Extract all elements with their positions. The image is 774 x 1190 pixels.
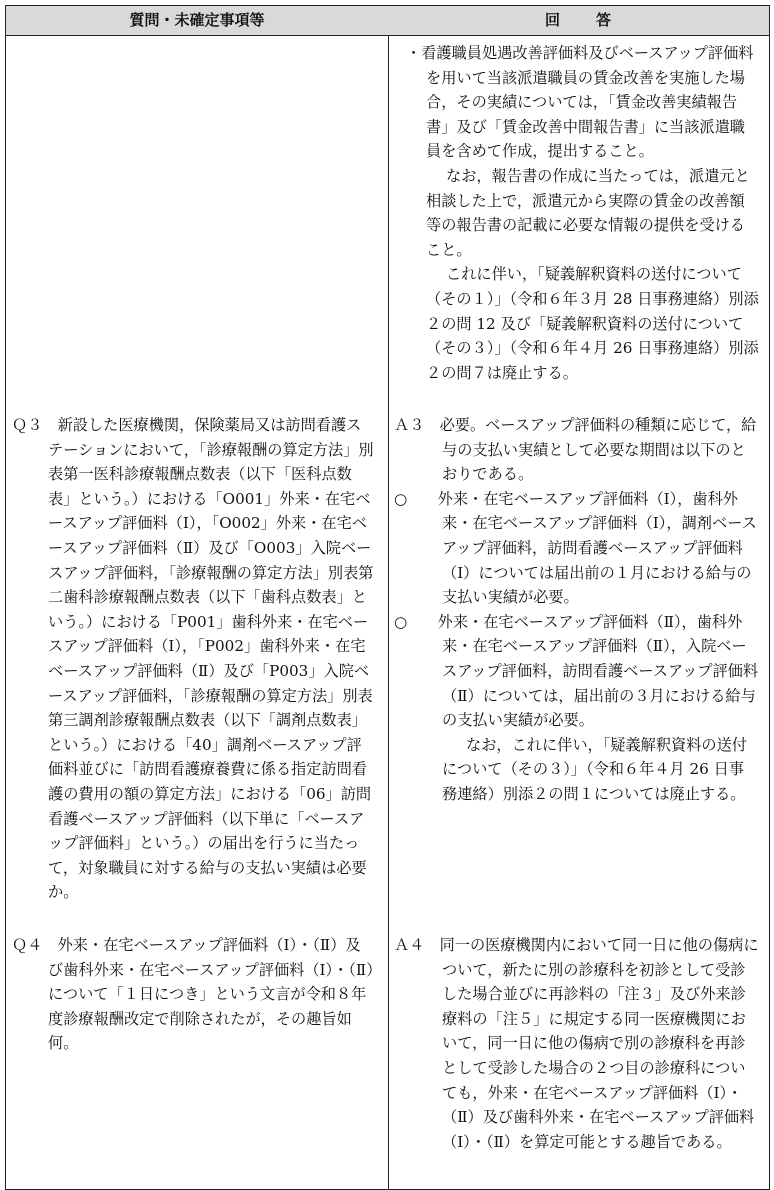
table-header <box>6 6 769 36</box>
question-text: 外来・在宅ベースアップ評価料（Ⅰ）・（Ⅱ）及び歯科外来・在宅ベースアップ評価料（Ⅰ）・（Ⅱ）について「１日につき」という文言が令和８年度診療報酬改定で削除されたが，その趣旨如何。 <box>48 936 374 1053</box>
answer-column-header: 回 答 <box>544 11 613 29</box>
question-text: 新設した医療機関，保険薬局又は訪問看護ステーションにおいて，「診療報酬の算定方法」別表第一医科診療報酬点数表（以下「医科点数表」という。）における「O001」外来・在宅ベースアップ評価料（Ⅰ），「O002」外来・在宅ベースアップ評価料（Ⅱ）及び「O003」入院ベースアップ評価料，「診療報酬の算定方法」別表第二歯科診療報酬点数表（以下「歯科点数表」という。）における「P001」歯科外来・在宅ベースアップ評価料（Ⅰ），「P002」歯科外来・在宅ベースアップ評価料（Ⅱ）及び「P003」入院ベースアップ評価料，「診療報酬の算定方法」別表第三調剤診療報酬点数表（以下「調剤点数表」という。）における「40」調剤ベースアップ評価料並びに「訪問看護療養費に係る指定訪問看護の費用の額の算定方法」における「06」訪問看護ベースアップ評価料（以下単に「ベースアップ評価料」という。）の届出を行うに当たって，対象職員に対する給与の支払い実績は必要か。 <box>48 416 374 902</box>
answer-note: なお，報告書の作成に当たっては，派遣元と相談した上で，派遣元から実際の賃金の改善額等の報告書の記載に必要な情報の提供を受けること。 <box>426 166 750 259</box>
question-4 <box>12 933 374 1056</box>
question-column-header: 質問・未確定事項等 <box>129 11 265 29</box>
answer-note: これに伴い，「疑義解釈資料の送付について（その１）」（令和６年３月 28 日事務連絡）別添２の問 12 及び「疑義解釈資料の送付について（その３）」（令和６年４月 26 日事務連絡）別添２の問７は廃止する。 <box>426 265 759 382</box>
answer-4 <box>394 933 759 1154</box>
answer-text: 同一の医療機関内において同一日に他の傷病について，新たに別の診療科を初診として受診した場合並びに再診料の「注３」及び外来診療料の「注５」に規定する同一医療機関において，同一日に他の傷病で別の診療科を再診として受診した場合の２つ目の診療科についても，外来・在宅ベースアップ評価料（Ⅰ）・（Ⅱ）及び歯科外来・在宅ベースアップ評価料（Ⅰ）・（Ⅱ）を算定可能とする趣旨である。 <box>439 936 759 1151</box>
question-3 <box>12 413 374 905</box>
answer-option: 外来・在宅ベースアップ評価料（Ⅱ），歯科外来・在宅ベースアップ評価料（Ⅱ），入院ベースアップ評価料，訪問看護ベースアップ評価料（Ⅱ）については，届出前の３月における給与の支払い実績が必要。 <box>437 612 759 730</box>
question-label: Ｑ３ <box>12 416 43 434</box>
question-label: Ｑ４ <box>12 936 43 954</box>
answer-text: 必要。ベースアップ評価料の種類に応じて，給与の支払い実績として必要な期間は以下のとおりである。 <box>439 416 757 484</box>
circle-bullet: ○ <box>394 489 408 508</box>
answer-label: Ａ４ <box>394 936 425 954</box>
answer-bullet: ・看護職員処遇改善評価料及びベースアップ評価料を用いて当該派遣職員の賃金改善を実施した場合，その実績については，「賃金改善実績報告書」及び「賃金改善中間報告書」に当該派遣職員を含めて作成，提出すること。 <box>406 44 754 161</box>
circle-bullet: ○ <box>394 612 408 631</box>
answer-label: Ａ３ <box>394 416 425 434</box>
column-divider <box>388 6 389 1189</box>
answer-continued <box>394 41 759 385</box>
answer-3 <box>394 413 759 807</box>
answer-option: 外来・在宅ベースアップ評価料（Ⅰ），歯科外来・在宅ベースアップ評価料（Ⅰ），調剤ベースアップ評価料，訪問看護ベースアップ評価料（Ⅰ）については届出前の１月における給与の支払い実績が必要。 <box>437 489 757 607</box>
answer-note: なお，これに伴い，「疑義解釈資料の送付について（その３）」（令和６年４月 26 日事務連絡）別添２の問１については廃止する。 <box>442 735 747 803</box>
